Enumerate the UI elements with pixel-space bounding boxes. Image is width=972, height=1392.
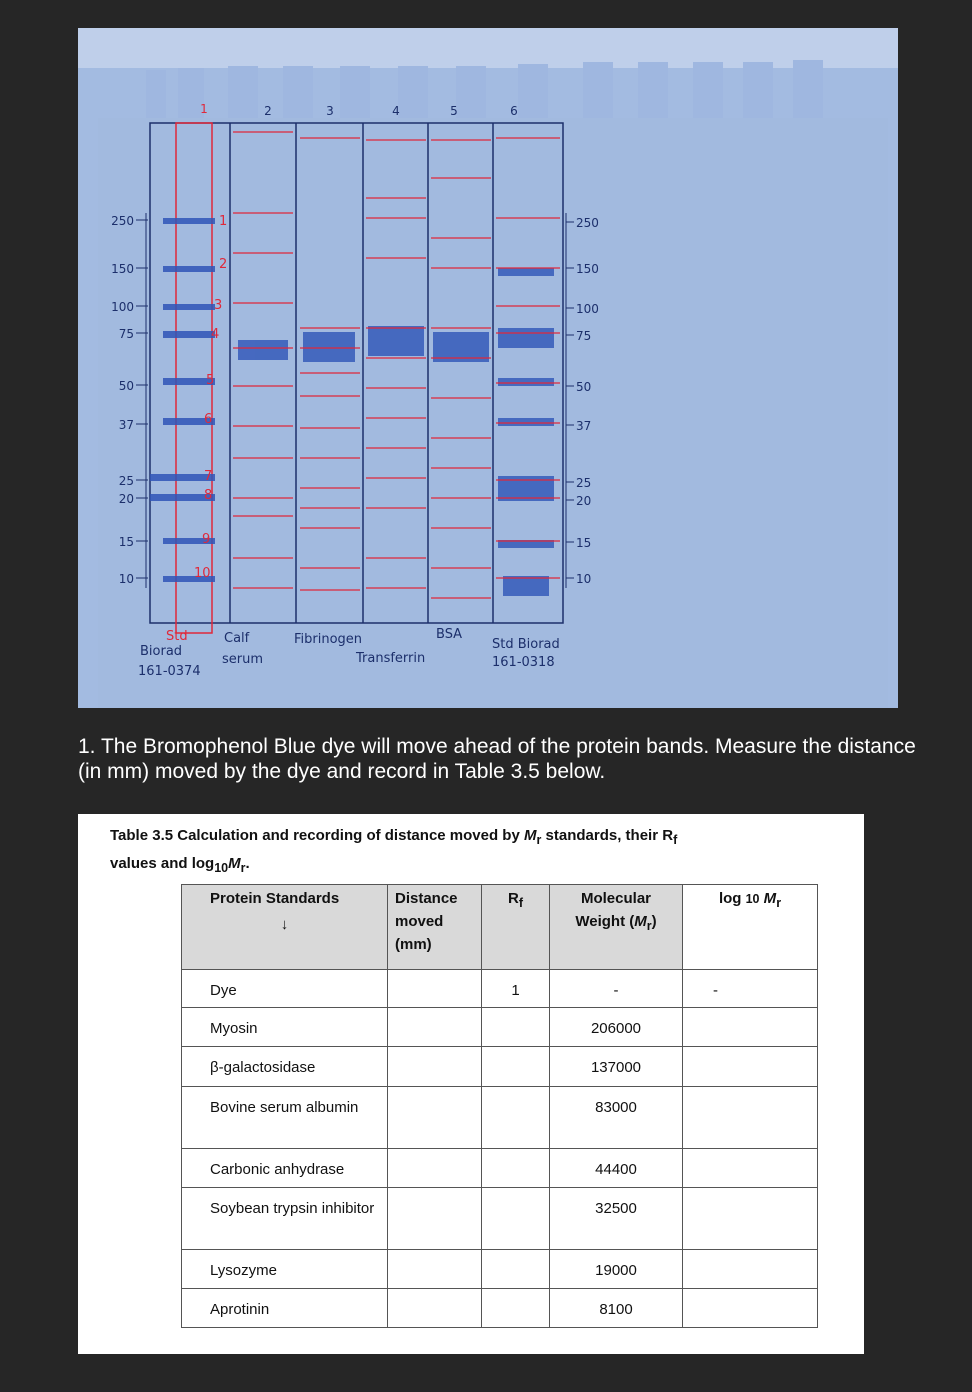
std-band-number: 5 (206, 373, 215, 388)
std-band-number: 2 (219, 257, 228, 272)
right-marker: 50 (576, 380, 592, 394)
table-row (182, 1087, 818, 1149)
left-marker: 150 (111, 262, 134, 276)
cell-mw: 83000 (550, 1087, 683, 1149)
cell-distance[interactable] (388, 1047, 482, 1087)
lane-number: 1 (200, 102, 208, 116)
table-row (182, 1047, 818, 1087)
right-marker: 150 (576, 262, 599, 276)
left-marker: 100 (111, 300, 134, 314)
left-marker: 20 (118, 492, 134, 506)
cell-name: β-galactosidase (182, 1047, 388, 1087)
cell-name: Aprotinin (182, 1289, 388, 1328)
right-marker: 25 (576, 476, 592, 490)
left-marker: 10 (118, 572, 134, 586)
left-marker: 15 (118, 535, 134, 549)
label-std-biorad: Std Biorad (492, 637, 560, 652)
right-marker: 250 (576, 216, 599, 230)
label-calf: Calf (224, 631, 250, 646)
table-row (182, 1149, 818, 1188)
label-std: Std (166, 629, 188, 644)
label-transferrin: Transferrin (356, 651, 426, 666)
cell-name: Myosin (182, 1008, 388, 1047)
instruction-text: 1. The Bromophenol Blue dye will move ahead of the protein bands. Measure the distance (in mm) moved by the dye and record in Table 3.5 below. (78, 735, 916, 783)
cell-name: Soybean trypsin inhibitor (182, 1188, 388, 1250)
cell-mw: 19000 (550, 1250, 683, 1289)
cell-distance[interactable] (388, 1250, 482, 1289)
table-row (182, 1008, 818, 1047)
label-serum: serum (222, 652, 264, 667)
gel-image (78, 28, 898, 708)
cell-rf[interactable] (482, 1149, 550, 1188)
std-band-number: 9 (202, 532, 211, 547)
lane-number: 4 (392, 104, 400, 118)
cell-distance[interactable] (388, 1008, 482, 1047)
cell-log[interactable] (683, 1149, 818, 1188)
cell-distance[interactable] (388, 1188, 482, 1250)
std-band-number: 6 (204, 412, 213, 427)
right-marker: 10 (576, 572, 592, 586)
table-row (182, 1188, 818, 1250)
lane-number: 3 (326, 104, 334, 118)
cell-mw: 206000 (550, 1008, 683, 1047)
cell-distance[interactable] (388, 1289, 482, 1328)
cell-mw: 137000 (550, 1047, 683, 1087)
cell-log[interactable] (683, 1047, 818, 1087)
cell-log[interactable] (683, 1188, 818, 1250)
cell-rf[interactable] (482, 1087, 550, 1149)
left-marker: 37 (118, 418, 134, 432)
cell-distance[interactable] (388, 1087, 482, 1149)
cell-distance[interactable] (388, 1149, 482, 1188)
lane-number: 5 (450, 104, 458, 118)
left-marker: 25 (118, 474, 134, 488)
label-biorad: Biorad (140, 644, 183, 659)
cell-distance[interactable] (388, 970, 482, 1008)
label-bsa: BSA (436, 627, 463, 642)
right-marker: 15 (576, 536, 592, 550)
cell-rf[interactable] (482, 1047, 550, 1087)
cell-name: Carbonic anhydrase (182, 1149, 388, 1188)
cell-rf[interactable] (482, 1250, 550, 1289)
lane-number: 6 (510, 104, 518, 118)
cell-log[interactable] (683, 1008, 818, 1047)
cell-log[interactable] (683, 1250, 818, 1289)
right-marker: 100 (576, 302, 599, 316)
lane-number: 2 (264, 104, 272, 118)
std-band-number: 3 (214, 298, 223, 313)
cell-mw: 8100 (550, 1289, 683, 1328)
cell-rf[interactable] (482, 1289, 550, 1328)
cell-rf[interactable] (482, 1008, 550, 1047)
gel-photo (78, 28, 898, 708)
header-rf: $R_f$ (482, 885, 550, 970)
document-panel (78, 814, 864, 1354)
cell-mw: - (550, 970, 683, 1008)
table-row (182, 1250, 818, 1289)
cell-log[interactable] (683, 1289, 818, 1328)
cell-mw: 32500 (550, 1188, 683, 1250)
cell-log[interactable] (683, 1087, 818, 1149)
label-fibrinogen: Fibrinogen (294, 632, 363, 647)
std-band-number: 10 (194, 566, 211, 581)
left-marker: 250 (111, 214, 134, 228)
right-marker: 37 (576, 419, 592, 433)
label-biorad-cat: 161-0374 (138, 664, 201, 679)
right-marker: 20 (576, 494, 592, 508)
cell-mw: 44400 (550, 1149, 683, 1188)
header-distance: Distance moved (mm) (388, 885, 482, 970)
header-molecular-weight: Molecular Weight $(M_r)$ (550, 885, 683, 970)
label-std-biorad-cat: 161-0318 (492, 655, 555, 670)
std-band-number: 7 (204, 469, 213, 484)
standards-table (181, 884, 818, 1328)
std-band-number: 4 (211, 327, 220, 342)
std-band-number: 8 (204, 488, 213, 503)
left-marker: 75 (118, 327, 134, 341)
cell-rf[interactable] (482, 1188, 550, 1250)
header-log-mr: log 10 $M_r$ (683, 885, 818, 970)
table-caption: Table 3.5 Calculation and recording of distance moved by $M_r$ standards, their $R_f$ values and $\log_{10}M_r$. (110, 827, 678, 875)
header-protein-standards: Protein Standards ↓ (182, 885, 388, 970)
cell-name: Dye (182, 970, 388, 1008)
cell-log[interactable]: - (683, 970, 818, 1008)
down-arrow-icon: ↓ (280, 916, 289, 933)
table-row (182, 970, 818, 1008)
table-row (182, 1289, 818, 1328)
cell-rf[interactable]: 1 (482, 970, 550, 1008)
cell-name: Bovine serum albumin (182, 1087, 388, 1149)
right-marker: 75 (576, 329, 592, 343)
cell-name: Lysozyme (182, 1250, 388, 1289)
std-band-number: 1 (219, 214, 228, 229)
left-marker: 50 (118, 379, 134, 393)
